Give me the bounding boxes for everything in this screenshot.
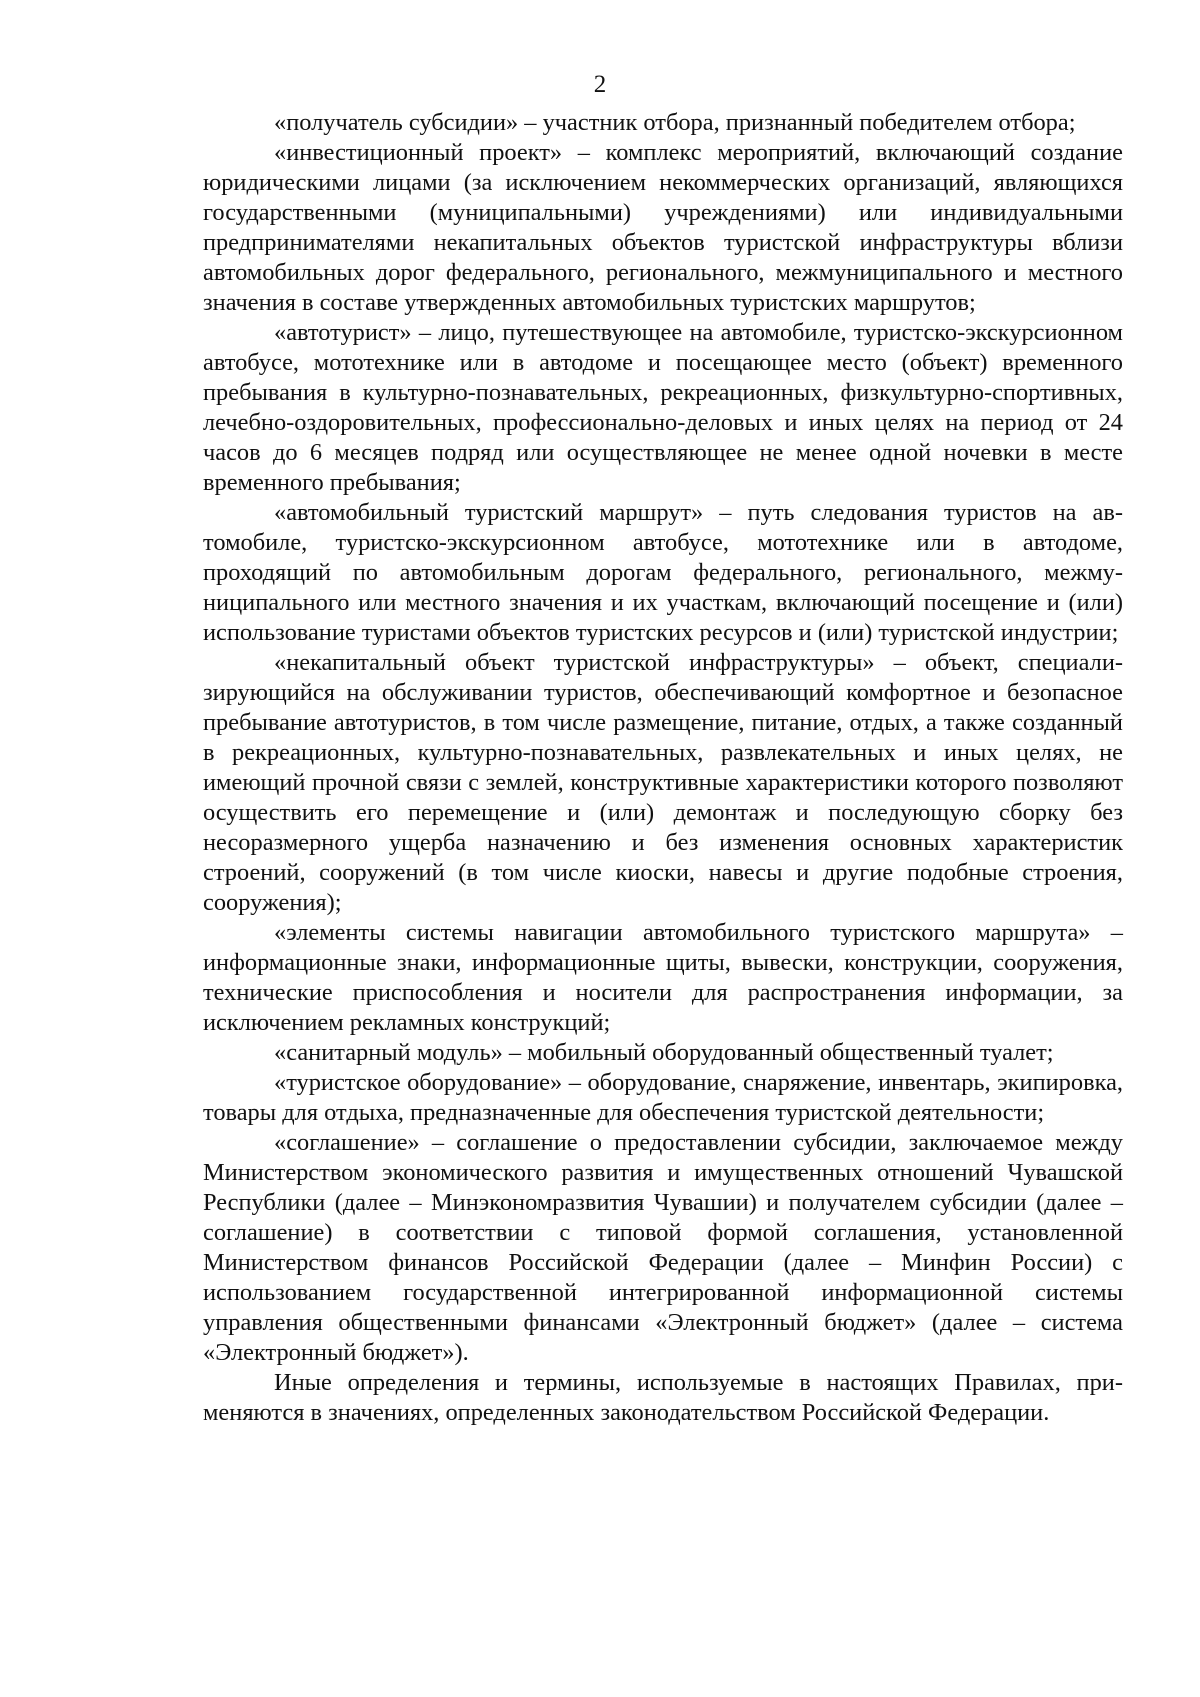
definition-paragraph-tourist-equipment: «туристское оборудование» – оборудование, снаряжение, инвентарь, экипировка, товары для отдыха, предназначенные для обеспечения туристской деятельности; [203, 1069, 1123, 1126]
definition-paragraph-agreement: «соглашение» – соглашение о предоставлении субсидии, заключаемое между Министерством экономического развития и имущественных отношений Чувашской Республики (далее – Минэкономразвития Чувашии) и получателем субсидии (далее – соглашение) в соответствии с типовой формой соглашения, установленной Министерством финансов Российской Федерации (далее – Минфин России) с использованием государственной интегрированной информационной системы управления общественными финансами «Электронный бюджет» (далее – система «Электронный бюджет»). [203, 1129, 1123, 1366]
definition-paragraph-subsidy-recipient: «получатель субсидии» – участник отбора, признанный победителем отбора; [274, 109, 1076, 136]
definition-paragraph-sanitary-module: «санитарный модуль» – мобильный оборудованный общественный туалет; [274, 1039, 1054, 1066]
definition-paragraph-non-capital-object: «некапитальный объект туристской инфраструктуры» – объект, специализирующийся на обслуживании туристов, обеспечивающий комфортное и безопасное пребывание автотуристов, в том числе размещение, питание, отдых, а также созданный в рекреационных, культурно-познавательных, развлекательных и иных целях, не имеющий прочной связи с землей, конструктивные характеристики которого позволяют осуществить его перемещение и (или) демонтаж и последующую сборку без несоразмерного ущерба назначению и без изменения основных характеристик строений, сооружений (в том числе киоски, навесы и другие подобные строения, сооружения); [203, 649, 1123, 916]
definition-paragraph-auto-tourist-route: «автомобильный туристский маршрут» – путь следования туристов на автомобиле, туристско-экскурсионном автобусе, мототехнике или в автодоме, проходящий по автомобильным дорогам федерального, регионального, межмуниципального или местного значения и их участкам, включающий посещение и (или) использование туристами объектов туристских ресурсов и (или) туристской индустрии; [203, 499, 1123, 646]
definition-paragraph-other-terms: Иные определения и термины, используемые в настоящих Правилах, применяются в значениях, определенных законодательством Российской Федерации. [203, 1369, 1123, 1426]
definition-paragraph-autotourist: «автотурист» – лицо, путешествующее на автомобиле, туристско-экскурсионном автобусе, мототехнике или в автодоме и посещающее место (объект) временного пребывания в культурно-познавательных, рекреационных, физкультурно-спортивных, лечебно-оздоровительных, профессионально-деловых и иных целях на период от 24 часов до 6 месяцев подряд или осуществляющее не менее одной ночевки в месте временного пребывания; [203, 319, 1123, 496]
definition-paragraph-investment-project: «инвестиционный проект» – комплекс мероприятий, включающий создание юридическими лицами (за исключением некоммерческих организаций, являющихся государственными (муниципальными) учреждениями) или индивидуальными предпринимателями некапитальных объектов туристской инфраструктуры вблизи автомобильных дорог федерального, регионального, межмуниципального и местного значения в составе утвержденных автомобильных туристских маршрутов; [203, 139, 1123, 316]
definition-paragraph-navigation-elements: «элементы системы навигации автомобильного туристского маршрута» – информационные знаки, информационные щиты, вывески, конструкции, сооружения, технические приспособления и носители для распространения информации, за исключением рекламных конструкций; [203, 919, 1123, 1036]
page-number: 2 [593, 71, 607, 98]
document-body [203, 108, 1123, 1428]
